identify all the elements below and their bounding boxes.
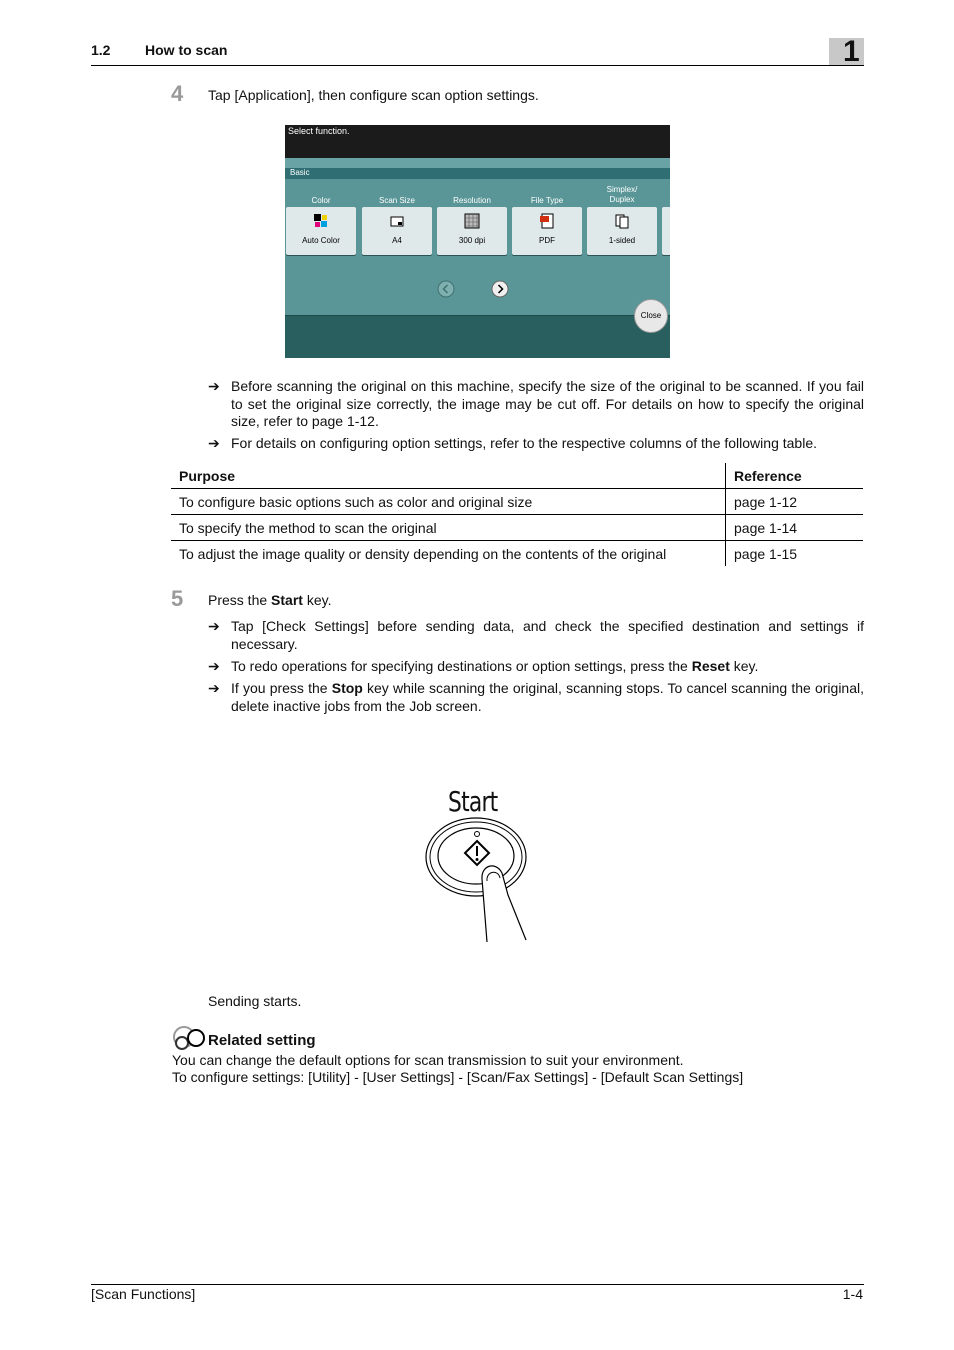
- related-setting-line1: You can change the default options for scan transmission to suit your environment.: [172, 1052, 684, 1068]
- sending-starts-text: Sending starts.: [208, 993, 302, 1009]
- color-label: Color: [311, 196, 331, 205]
- scan-size-icon: [389, 213, 405, 229]
- resolution-icon: [464, 213, 480, 229]
- step-5-text: Press the Start key.: [208, 592, 332, 608]
- bullet-reset: ➔ To redo operations for specifying destinations or option settings, press the Reset key.: [208, 658, 759, 674]
- resolution-label: Resolution: [453, 196, 491, 205]
- color-button[interactable]: Auto Color: [286, 207, 356, 255]
- footer-manual-name: [Scan Functions]: [91, 1286, 196, 1302]
- header-purpose: Purpose: [171, 463, 726, 489]
- bullet-stop: ➔ If you press the Stop key while scanning the original, scanning stops. To cancel scanning the original, delete inactive jobs from the Job screen.: [208, 680, 865, 714]
- pdf-icon: [539, 213, 555, 229]
- start-key-label: Start: [448, 785, 498, 818]
- bullet-original-size: ➔ Before scanning the original on this machine, specify the size of the original to be scanned. If you fail to set the original size correctly, the image may be cut off. For details on how to specify the original size, refer to page 1-12.: [208, 378, 864, 429]
- step-number-5: 5: [171, 586, 184, 611]
- section-number: 1.2: [91, 42, 111, 58]
- close-button[interactable]: Close: [634, 299, 668, 333]
- header-reference: Reference: [726, 463, 864, 489]
- scan-size-label: Scan Size: [378, 196, 416, 205]
- step-4-text: Tap [Application], then configure scan option settings.: [208, 87, 539, 103]
- footer-page-number: 1-4: [842, 1286, 863, 1302]
- step-number-4: 4: [171, 81, 184, 106]
- screen-title: Select function.: [288, 126, 350, 136]
- header-rule: [91, 65, 864, 66]
- screen-title-bar: [285, 125, 670, 158]
- basic-tab[interactable]: [285, 168, 670, 179]
- file-type-label: File Type: [530, 196, 564, 205]
- table-row: To configure basic options such as color and original size page 1-12: [171, 489, 863, 515]
- color-icon: [313, 213, 329, 229]
- next-page-icon[interactable]: [491, 280, 509, 298]
- scan-function-screen: [285, 125, 670, 358]
- table-row: To adjust the image quality or density depending on the contents of the original page 1-15: [171, 541, 863, 567]
- reference-table: [171, 463, 863, 566]
- table-row: To specify the method to scan the original page 1-14: [171, 515, 863, 541]
- simplex-duplex-button[interactable]: 1-sided: [587, 207, 657, 255]
- related-setting-line2: To configure settings: [Utility] - [User Settings] - [Scan/Fax Settings] - [Default Scan Settings]: [172, 1069, 744, 1085]
- related-setting-title: Related setting: [208, 1032, 316, 1049]
- bullet-check-settings: ➔ Tap [Check Settings] before sending data, and check the specified destination and settings if necessary.: [208, 618, 864, 652]
- previous-page-icon[interactable]: [437, 280, 455, 298]
- scan-size-button[interactable]: A4: [362, 207, 432, 255]
- basic-tab-label: Basic: [290, 168, 310, 177]
- simplex-duplex-label: Simplex/ Duplex: [606, 185, 638, 204]
- bullet-option-settings: ➔ For details on configuring option settings, refer to the respective columns of the following table.: [208, 435, 817, 451]
- duplex-icon: [614, 213, 630, 229]
- related-setting-icon: [172, 1024, 206, 1052]
- chapter-number: 1: [843, 35, 860, 68]
- footer-rule: [91, 1284, 864, 1285]
- next-function-button-partial[interactable]: [662, 207, 670, 255]
- file-type-button[interactable]: PDF: [512, 207, 582, 255]
- section-title: How to scan: [145, 42, 228, 58]
- resolution-button[interactable]: 300 dpi: [437, 207, 507, 255]
- start-key-illustration: [420, 815, 535, 945]
